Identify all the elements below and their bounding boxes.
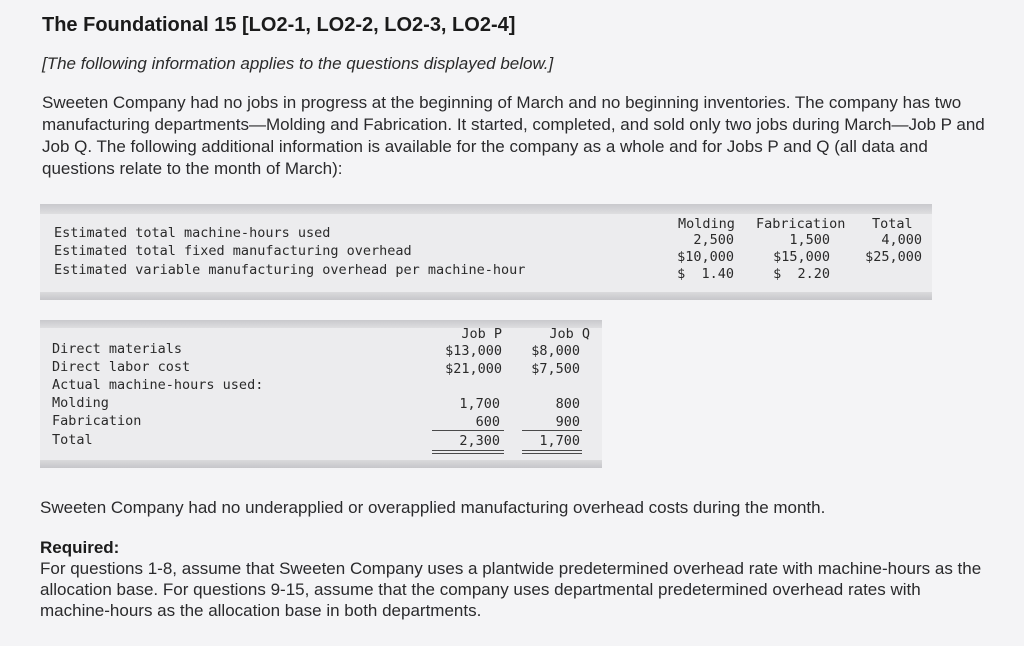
- total-rule-job-q-1: [522, 450, 582, 451]
- molding-machine-hours: 2,500: [693, 232, 734, 248]
- table-top-border: [40, 204, 932, 214]
- table-bottom-border: [40, 460, 602, 468]
- job-q-molding-hours: 800: [555, 396, 580, 412]
- job-q-direct-labor: $7,500: [531, 361, 580, 377]
- job-p-total-hours: 2,300: [459, 433, 500, 449]
- subtotal-rule-job-q: [522, 430, 582, 431]
- job-p-direct-materials: $13,000: [445, 343, 502, 359]
- required-text: For questions 1-8, assume that Sweeten Company uses a plantwide predetermined overhead rate with machine-hours as the allocation base. For questions 9-15, assume that the company uses departmental predetermined overhead rates with machine-hours as the allocation base in both departments.: [40, 559, 982, 620]
- job-q-total-hours: 1,700: [539, 433, 580, 449]
- fabrication-variable-rate: $ 2.20: [773, 266, 830, 282]
- job-p-direct-labor: $21,000: [445, 361, 502, 377]
- job-p-molding-hours: 1,700: [459, 396, 500, 412]
- row-label-molding: Molding: [52, 395, 109, 411]
- row-label-fabrication: Fabrication: [52, 413, 142, 429]
- total-rule-job-p-1: [432, 450, 504, 451]
- total-rule-job-p-2: [432, 453, 504, 454]
- header-job-q: Job Q: [549, 326, 590, 342]
- header-fabrication: Fabrication: [756, 216, 846, 232]
- fabrication-machine-hours: 1,500: [789, 232, 830, 248]
- required-heading: Required:: [40, 538, 120, 557]
- molding-fixed-overhead: $10,000: [677, 249, 734, 265]
- total-rule-job-q-2: [522, 453, 582, 454]
- overhead-note: Sweeten Company had no underapplied or overapplied manufacturing overhead costs during the month.: [40, 498, 826, 517]
- row-label-variable-overhead: Estimated variable manufacturing overhead per machine-hour: [54, 262, 526, 278]
- job-q-fabrication-hours: 900: [555, 414, 580, 430]
- header-job-p: Job P: [461, 326, 502, 342]
- row-label-machine-hours: Estimated total machine-hours used: [54, 225, 331, 241]
- intro-paragraph: Sweeten Company had no jobs in progress at the beginning of March and no beginning inventories. The company has two manufacturing departments—Molding and Fabrication. It started, completed, and sold only two jobs during March—Job P and Job Q. The following additional information is available for the company as a whole and for Jobs P and Q (all data and questions relate to the month of March):: [42, 93, 985, 178]
- table-bottom-border: [40, 292, 932, 300]
- problem-subtitle: [The following information applies to the questions displayed below.]: [42, 54, 554, 73]
- row-label-fixed-overhead: Estimated total fixed manufacturing overhead: [54, 243, 412, 259]
- row-label-actual-machine-hours: Actual machine-hours used:: [52, 377, 264, 393]
- molding-variable-rate: $ 1.40: [677, 266, 734, 282]
- header-molding: Molding: [678, 216, 735, 232]
- total-machine-hours: 4,000: [881, 232, 922, 248]
- problem-title: The Foundational 15 [LO2-1, LO2-2, LO2-3, LO2-4]: [42, 14, 516, 36]
- row-label-direct-materials: Direct materials: [52, 341, 183, 357]
- row-label-direct-labor: Direct labor cost: [52, 359, 191, 375]
- total-fixed-overhead: $25,000: [865, 249, 922, 265]
- jobs-table: [40, 320, 602, 468]
- subtotal-rule-job-p: [432, 430, 504, 431]
- row-label-total: Total: [52, 432, 93, 448]
- fabrication-fixed-overhead: $15,000: [773, 249, 830, 265]
- estimates-table: [40, 204, 932, 300]
- header-total: Total: [872, 216, 913, 232]
- job-p-fabrication-hours: 600: [475, 414, 500, 430]
- job-q-direct-materials: $8,000: [531, 343, 580, 359]
